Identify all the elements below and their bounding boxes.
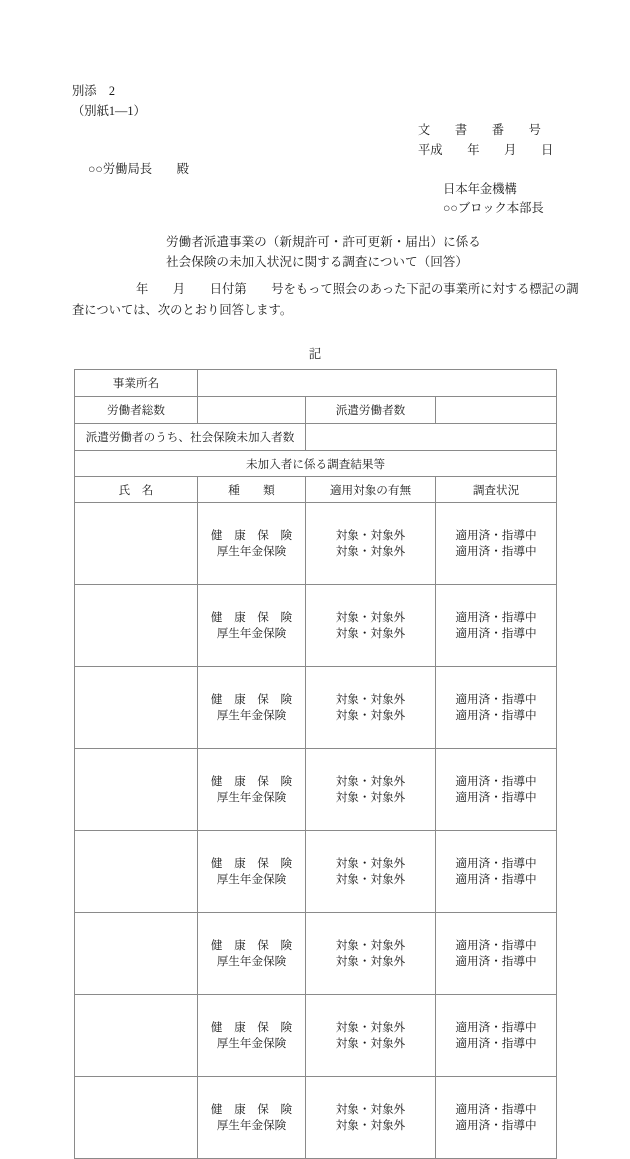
issuer-organization: 日本年金機構 — [443, 182, 517, 196]
issuer-title: ○○ブロック本部長 — [443, 201, 544, 215]
document-title-line-2: 社会保険の未加入状況に関する調査について（回答） — [166, 255, 468, 269]
section-header-label: 未加入者に係る調査結果等 — [75, 451, 557, 477]
cell-insurance-type — [198, 584, 306, 666]
cell-status — [436, 666, 557, 748]
cell-insurance-type — [198, 994, 306, 1076]
cell-insurance-type — [198, 503, 306, 585]
body-paragraph-line-1: 年 月 日付第 号をもって照会のあった下記の事業所に対する標記の調 — [136, 282, 579, 296]
applicability-health[interactable]: 対象・対象外 — [335, 610, 406, 624]
cell-name[interactable] — [75, 748, 198, 830]
applicability-pension[interactable]: 対象・対象外 — [335, 954, 406, 968]
cell-name[interactable] — [75, 830, 198, 912]
status-pension[interactable]: 適用済・指導中 — [455, 626, 537, 640]
insurance-type-health: 健 康 保 険 — [210, 610, 293, 624]
cell-insurance-type — [198, 830, 306, 912]
table-row-uninsured-count — [75, 424, 557, 451]
status-health[interactable]: 適用済・指導中 — [455, 692, 537, 706]
insurance-type-pension: 厚生年金保険 — [216, 544, 287, 558]
insurance-type-pension: 厚生年金保険 — [216, 1118, 287, 1132]
insurance-type-pension: 厚生年金保険 — [216, 790, 287, 804]
table-row-office-name — [75, 370, 557, 397]
label-total-workers: 労働者総数 — [75, 397, 198, 424]
insurance-type-health: 健 康 保 険 — [210, 529, 293, 542]
document-number-line: 文 書 番 号 — [418, 123, 541, 137]
insurance-type-pension: 厚生年金保険 — [216, 626, 287, 640]
cell-status — [436, 830, 557, 912]
value-office-name[interactable] — [198, 370, 557, 397]
cell-insurance-type — [198, 1076, 306, 1158]
status-health[interactable]: 適用済・指導中 — [455, 938, 537, 952]
table-row — [75, 830, 557, 912]
label-uninsured-count: 派遣労働者のうち、社会保険未加入者数 — [75, 424, 306, 451]
cell-name[interactable] — [75, 666, 198, 748]
table-row — [75, 748, 557, 830]
status-health[interactable]: 適用済・指導中 — [455, 856, 537, 870]
status-pension[interactable]: 適用済・指導中 — [455, 1036, 537, 1050]
cell-status — [436, 503, 557, 585]
status-health[interactable]: 適用済・指導中 — [455, 529, 537, 542]
label-dispatched-workers: 派遣労働者数 — [306, 397, 436, 424]
cell-insurance-type — [198, 666, 306, 748]
applicability-pension[interactable]: 対象・対象外 — [335, 1118, 406, 1132]
column-header-type: 種 類 — [198, 477, 306, 503]
applicability-pension[interactable]: 対象・対象外 — [335, 626, 406, 640]
cell-name[interactable] — [75, 994, 198, 1076]
table-row — [75, 503, 557, 585]
cell-status — [436, 584, 557, 666]
table-row — [75, 666, 557, 748]
cell-name[interactable] — [75, 912, 198, 994]
table-row — [75, 994, 557, 1076]
applicability-pension[interactable]: 対象・対象外 — [335, 544, 406, 558]
table-row-section-header — [75, 451, 557, 477]
applicability-health[interactable]: 対象・対象外 — [335, 1020, 406, 1034]
cell-applicability — [306, 584, 436, 666]
subform-label: （別紙1—1） — [72, 104, 146, 118]
applicability-health[interactable]: 対象・対象外 — [335, 856, 406, 870]
cell-applicability — [306, 830, 436, 912]
insurance-type-pension: 厚生年金保険 — [216, 872, 287, 886]
column-header-applicability: 適用対象の有無 — [306, 477, 436, 503]
survey-form-table — [74, 369, 557, 1159]
cell-insurance-type — [198, 748, 306, 830]
ki-marker: 記 — [308, 347, 322, 361]
insurance-type-pension: 厚生年金保険 — [216, 708, 287, 722]
insurance-type-health: 健 康 保 険 — [210, 1020, 293, 1034]
applicability-pension[interactable]: 対象・対象外 — [335, 790, 406, 804]
status-pension[interactable]: 適用済・指導中 — [455, 708, 537, 722]
cell-applicability — [306, 994, 436, 1076]
cell-name[interactable] — [75, 1076, 198, 1158]
cell-status — [436, 748, 557, 830]
document-title-line-1: 労働者派遣事業の（新規許可・許可更新・届出）に係る — [166, 235, 481, 249]
applicability-pension[interactable]: 対象・対象外 — [335, 708, 406, 722]
value-total-workers[interactable] — [198, 397, 306, 424]
table-row-worker-counts — [75, 397, 557, 424]
insurance-type-health: 健 康 保 険 — [210, 774, 293, 788]
cell-applicability — [306, 1076, 436, 1158]
cell-applicability — [306, 503, 436, 585]
applicability-health[interactable]: 対象・対象外 — [335, 774, 406, 788]
insurance-type-pension: 厚生年金保険 — [216, 1036, 287, 1050]
document-date-line: 平成 年 月 日 — [418, 143, 554, 157]
status-pension[interactable]: 適用済・指導中 — [455, 1118, 537, 1132]
column-header-status: 調査状況 — [436, 477, 557, 503]
status-pension[interactable]: 適用済・指導中 — [455, 872, 537, 886]
value-uninsured-count[interactable] — [306, 424, 557, 451]
label-office-name: 事業所名 — [75, 370, 198, 397]
cell-name[interactable] — [75, 584, 198, 666]
table-row — [75, 912, 557, 994]
insurance-type-health: 健 康 保 険 — [210, 1102, 293, 1116]
insurance-type-pension: 厚生年金保険 — [216, 954, 287, 968]
cell-status — [436, 994, 557, 1076]
cell-name[interactable] — [75, 503, 198, 585]
column-header-name: 氏 名 — [75, 477, 198, 503]
value-dispatched-workers[interactable] — [436, 397, 557, 424]
status-pension[interactable]: 適用済・指導中 — [455, 544, 537, 558]
applicability-pension[interactable]: 対象・対象外 — [335, 1036, 406, 1050]
addressee-line: ○○労働局長 殿 — [88, 162, 189, 176]
attachment-label: 別添 2 — [72, 84, 116, 98]
cell-applicability — [306, 666, 436, 748]
applicability-pension[interactable]: 対象・対象外 — [335, 872, 406, 886]
applicability-health[interactable]: 対象・対象外 — [335, 1102, 406, 1116]
cell-insurance-type — [198, 912, 306, 994]
cell-applicability — [306, 748, 436, 830]
insurance-type-health: 健 康 保 険 — [210, 692, 293, 706]
status-pension[interactable]: 適用済・指導中 — [455, 954, 537, 968]
table-row-column-headers — [75, 477, 557, 503]
insurance-type-health: 健 康 保 険 — [210, 938, 293, 952]
status-health[interactable]: 適用済・指導中 — [455, 1102, 537, 1116]
cell-applicability — [306, 912, 436, 994]
status-health[interactable]: 適用済・指導中 — [455, 1020, 537, 1034]
cell-status — [436, 912, 557, 994]
applicability-health[interactable]: 対象・対象外 — [335, 938, 406, 952]
table-row — [75, 584, 557, 666]
status-pension[interactable]: 適用済・指導中 — [455, 790, 537, 804]
cell-status — [436, 1076, 557, 1158]
applicability-health[interactable]: 対象・対象外 — [335, 529, 406, 542]
insurance-type-health: 健 康 保 険 — [210, 856, 293, 870]
status-health[interactable]: 適用済・指導中 — [455, 774, 537, 788]
applicability-health[interactable]: 対象・対象外 — [335, 692, 406, 706]
table-row — [75, 1076, 557, 1158]
status-health[interactable]: 適用済・指導中 — [455, 610, 537, 624]
body-paragraph-line-2: 査については、次のとおり回答します。 — [72, 303, 293, 317]
